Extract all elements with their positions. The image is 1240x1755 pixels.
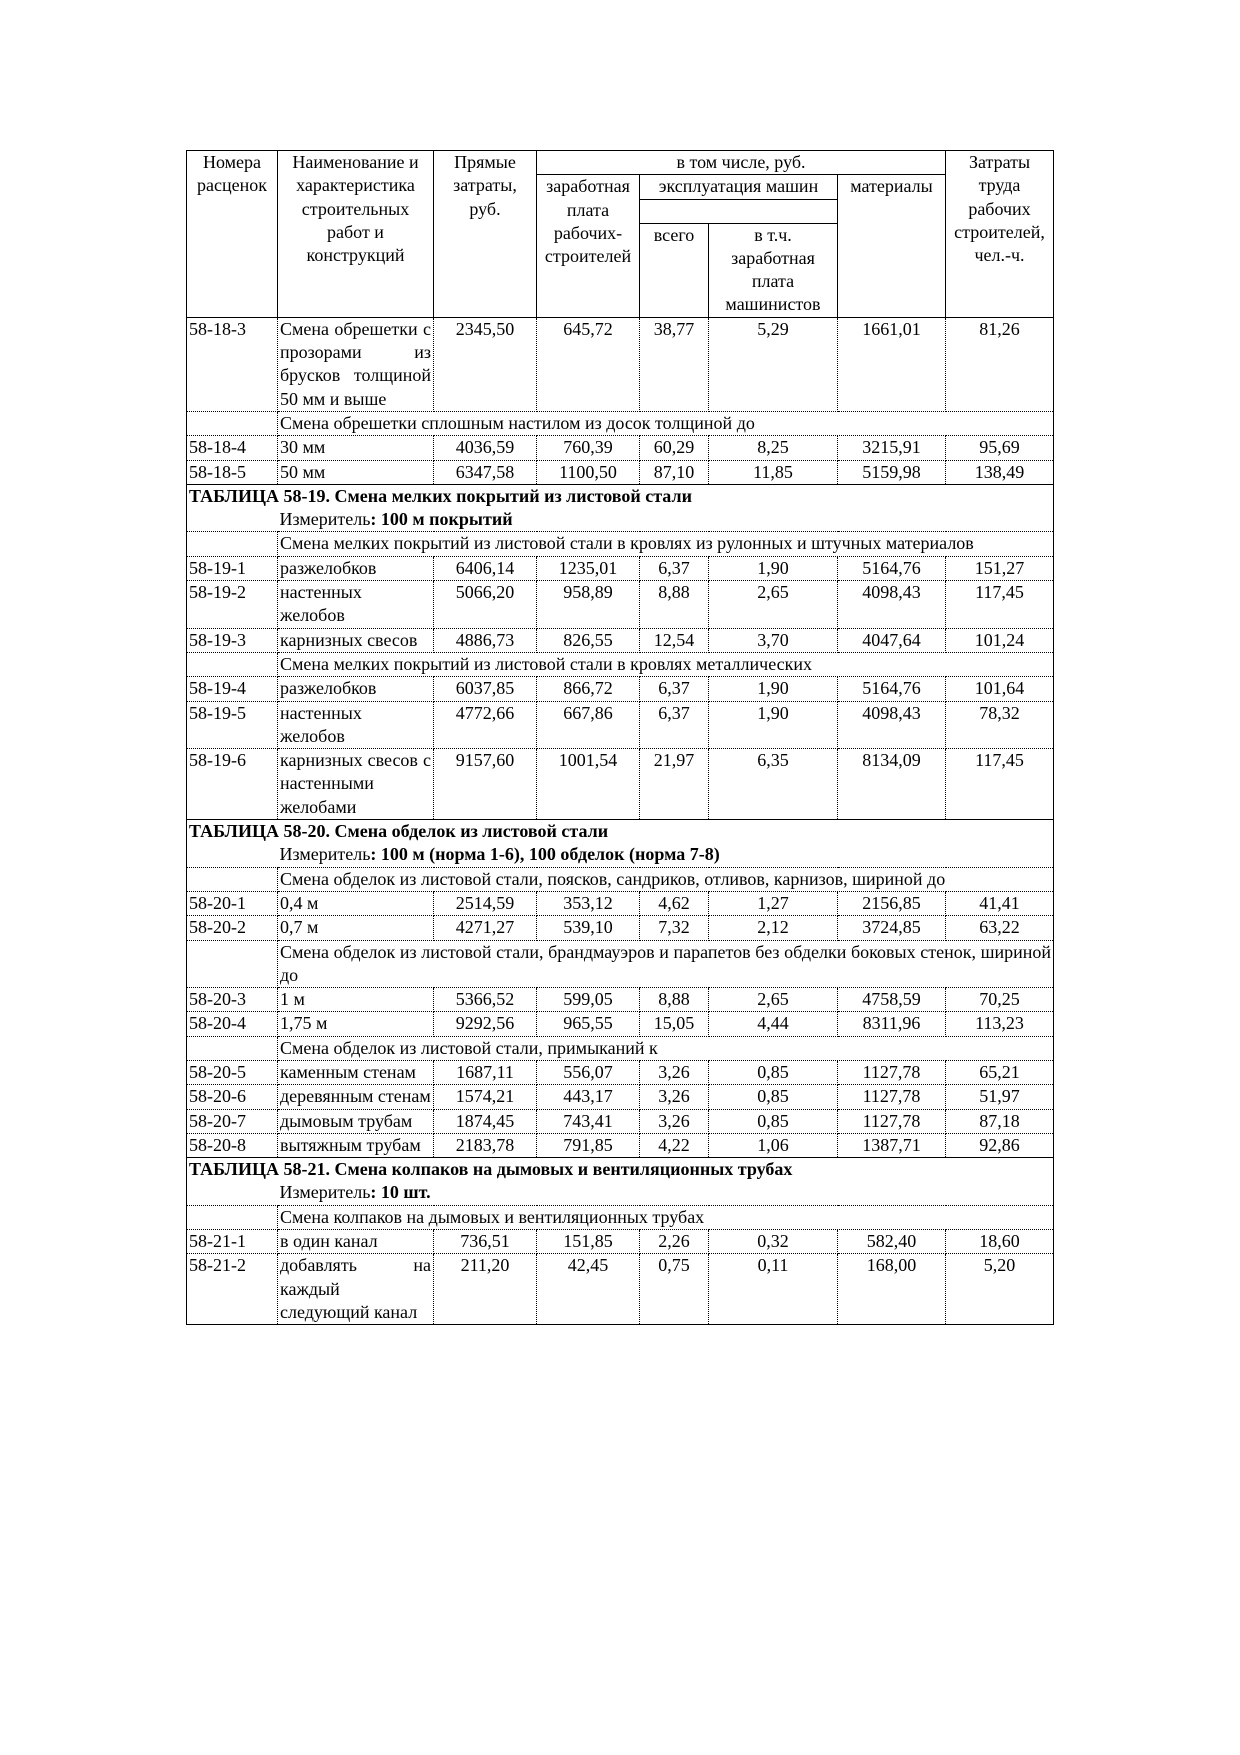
machinist-wages: 11,85: [709, 460, 838, 484]
rate-code: 58-19-4: [187, 677, 278, 701]
table-row: [187, 1085, 1054, 1109]
labor-cost: 78,32: [946, 701, 1054, 749]
unit-row: [187, 1181, 1054, 1205]
work-name: вытяжным трубам: [278, 1133, 434, 1157]
labor-cost: 138,49: [946, 460, 1054, 484]
work-name: разжелобков: [278, 677, 434, 701]
col-header-direct: Прямые затраты, руб.: [434, 151, 537, 318]
direct-cost: 4886,73: [434, 628, 537, 652]
col-header-name: Наименование и характеристика строительных работ и конструкций: [278, 151, 434, 318]
machinist-wages: 6,35: [709, 749, 838, 820]
direct-cost: 2183,78: [434, 1133, 537, 1157]
machinist-wages: 2,65: [709, 581, 838, 629]
labor-cost: 87,18: [946, 1109, 1054, 1133]
table-title: ТАБЛИЦА 58-21. Смена колпаков на дымовых и вентиляционных трубах: [187, 1158, 1054, 1182]
table-body: [187, 317, 1054, 1324]
workers-wages: 743,41: [537, 1109, 640, 1133]
table-row: [187, 460, 1054, 484]
labor-cost: 41,41: [946, 891, 1054, 915]
group-heading: Смена колпаков на дымовых и вентиляционных трубах: [278, 1205, 1054, 1229]
materials-cost: 8134,09: [838, 749, 946, 820]
labor-cost: 101,64: [946, 677, 1054, 701]
table-title: ТАБЛИЦА 58-20. Смена обделок из листовой стали: [187, 820, 1054, 844]
machines-total: 3,26: [640, 1060, 709, 1084]
direct-cost: 2514,59: [434, 891, 537, 915]
work-name: настенных желобов: [278, 701, 434, 749]
group-heading: Смена обрешетки сплошным настилом из досок толщиной до: [278, 411, 1054, 435]
group-heading-row: [187, 652, 1054, 676]
work-name: 1 м: [278, 988, 434, 1012]
workers-wages: 353,12: [537, 891, 640, 915]
workers-wages: 760,39: [537, 436, 640, 460]
machines-total: 0,75: [640, 1254, 709, 1325]
workers-wages: 151,85: [537, 1230, 640, 1254]
materials-cost: 582,40: [838, 1230, 946, 1254]
measurement-unit: [278, 508, 1054, 532]
direct-cost: 4772,66: [434, 701, 537, 749]
rate-code: 58-19-6: [187, 749, 278, 820]
materials-cost: 1661,01: [838, 317, 946, 411]
rate-code: 58-20-3: [187, 988, 278, 1012]
group-heading-row: [187, 1205, 1054, 1229]
direct-cost: 2345,50: [434, 317, 537, 411]
machines-total: 12,54: [640, 628, 709, 652]
machines-total: 6,37: [640, 701, 709, 749]
materials-cost: 3215,91: [838, 436, 946, 460]
labor-cost: 117,45: [946, 581, 1054, 629]
work-name: настенных желобов: [278, 581, 434, 629]
labor-cost: 18,60: [946, 1230, 1054, 1254]
rate-code: 58-18-4: [187, 436, 278, 460]
workers-wages: 866,72: [537, 677, 640, 701]
machines-total: 3,26: [640, 1109, 709, 1133]
machines-total: 15,05: [640, 1012, 709, 1036]
workers-wages: 1100,50: [537, 460, 640, 484]
direct-cost: 4036,59: [434, 436, 537, 460]
machines-total: 4,62: [640, 891, 709, 915]
work-name: 30 мм: [278, 436, 434, 460]
materials-cost: 1127,78: [838, 1109, 946, 1133]
work-name: карнизных свесов: [278, 628, 434, 652]
machines-total: 8,88: [640, 988, 709, 1012]
table-row: [187, 1133, 1054, 1157]
machinist-wages: 1,90: [709, 556, 838, 580]
unit-value: : 100 м (норма 1-6), 100 обделок (норма 7-8): [370, 844, 720, 865]
workers-wages: 667,86: [537, 701, 640, 749]
machinist-wages: 1,90: [709, 701, 838, 749]
group-heading: Смена обделок из листовой стали, примыканий к: [278, 1036, 1054, 1060]
unit-row: [187, 843, 1054, 867]
machines-total: 6,37: [640, 556, 709, 580]
direct-cost: 736,51: [434, 1230, 537, 1254]
group-heading: Смена мелких покрытий из листовой стали в кровлях из рулонных и штучных материалов: [278, 532, 1054, 556]
work-name: добавлять на каждый следующий канал: [278, 1254, 434, 1325]
direct-cost: 9157,60: [434, 749, 537, 820]
workers-wages: 42,45: [537, 1254, 640, 1325]
machinist-wages: 1,27: [709, 891, 838, 915]
rate-code: 58-20-6: [187, 1085, 278, 1109]
col-header-machines: эксплуатация машин: [640, 175, 838, 199]
workers-wages: 965,55: [537, 1012, 640, 1036]
machinist-wages: 2,12: [709, 916, 838, 940]
materials-cost: 1127,78: [838, 1085, 946, 1109]
group-heading-row: [187, 411, 1054, 435]
machines-total: 6,37: [640, 677, 709, 701]
col-header-materials: материалы: [838, 175, 946, 317]
materials-cost: 5164,76: [838, 677, 946, 701]
materials-cost: 8311,96: [838, 1012, 946, 1036]
labor-cost: 51,97: [946, 1085, 1054, 1109]
work-name: Смена обрешетки с прозорами из брусков толщиной 50 мм и выше: [278, 317, 434, 411]
machinist-wages: 4,44: [709, 1012, 838, 1036]
machines-total: 87,10: [640, 460, 709, 484]
direct-cost: 1874,45: [434, 1109, 537, 1133]
machines-total: 38,77: [640, 317, 709, 411]
machines-total: 4,22: [640, 1133, 709, 1157]
table-title-row: [187, 484, 1054, 508]
rate-code: 58-19-2: [187, 581, 278, 629]
labor-cost: 101,24: [946, 628, 1054, 652]
direct-cost: 5066,20: [434, 581, 537, 629]
rate-code: 58-21-1: [187, 1230, 278, 1254]
group-code-empty: [187, 1036, 278, 1060]
unit-label: Измеритель: [279, 844, 371, 865]
materials-cost: 168,00: [838, 1254, 946, 1325]
materials-cost: 4098,43: [838, 581, 946, 629]
group-code-empty: [187, 940, 278, 988]
workers-wages: 1001,54: [537, 749, 640, 820]
table-row: [187, 436, 1054, 460]
group-heading: Смена обделок из листовой стали, брандмауэров и парапетов без обделки боковых стенок, шириной до: [278, 940, 1054, 988]
rate-code: 58-19-3: [187, 628, 278, 652]
table-row: [187, 891, 1054, 915]
workers-wages: 556,07: [537, 1060, 640, 1084]
machinist-wages: 1,90: [709, 677, 838, 701]
materials-cost: 4098,43: [838, 701, 946, 749]
materials-cost: 5159,98: [838, 460, 946, 484]
machinist-wages: 8,25: [709, 436, 838, 460]
work-name: 0,4 м: [278, 891, 434, 915]
work-name: 0,7 м: [278, 916, 434, 940]
machinist-wages: 0,32: [709, 1230, 838, 1254]
col-header-code: Номера расценок: [187, 151, 278, 318]
table-title: ТАБЛИЦА 58-19. Смена мелких покрытий из листовой стали: [187, 484, 1054, 508]
table-header: [187, 151, 1054, 318]
machinist-wages: 0,11: [709, 1254, 838, 1325]
work-name: разжелобков: [278, 556, 434, 580]
workers-wages: 539,10: [537, 916, 640, 940]
direct-cost: 6347,58: [434, 460, 537, 484]
table-row: [187, 628, 1054, 652]
rate-code: 58-20-4: [187, 1012, 278, 1036]
materials-cost: 1387,71: [838, 1133, 946, 1157]
workers-wages: 826,55: [537, 628, 640, 652]
table-row: [187, 988, 1054, 1012]
rate-code: 58-19-1: [187, 556, 278, 580]
materials-cost: 3724,85: [838, 916, 946, 940]
rate-code: 58-20-2: [187, 916, 278, 940]
group-heading-row: [187, 1036, 1054, 1060]
materials-cost: 2156,85: [838, 891, 946, 915]
work-name: деревянным стенам: [278, 1085, 434, 1109]
group-heading: Смена мелких покрытий из листовой стали в кровлях металлических: [278, 652, 1054, 676]
table-row: [187, 1254, 1054, 1325]
group-heading-row: [187, 940, 1054, 988]
col-header-machines-total: всего: [640, 223, 709, 317]
machines-total: 2,26: [640, 1230, 709, 1254]
measurement-unit: [278, 1181, 1054, 1205]
machinist-wages: 0,85: [709, 1085, 838, 1109]
materials-cost: 5164,76: [838, 556, 946, 580]
work-name: 1,75 м: [278, 1012, 434, 1036]
table-row: [187, 581, 1054, 629]
machines-total: 3,26: [640, 1085, 709, 1109]
workers-wages: 645,72: [537, 317, 640, 411]
direct-cost: 6037,85: [434, 677, 537, 701]
workers-wages: 599,05: [537, 988, 640, 1012]
table-row: [187, 556, 1054, 580]
table-row: [187, 1230, 1054, 1254]
labor-cost: 92,86: [946, 1133, 1054, 1157]
unit-code-empty: [187, 1181, 278, 1205]
machines-total: 7,32: [640, 916, 709, 940]
materials-cost: 4047,64: [838, 628, 946, 652]
materials-cost: 1127,78: [838, 1060, 946, 1084]
table-row: [187, 701, 1054, 749]
table-title-row: [187, 820, 1054, 844]
work-name: дымовым трубам: [278, 1109, 434, 1133]
workers-wages: 443,17: [537, 1085, 640, 1109]
work-name: карнизных свесов с настенными желобами: [278, 749, 434, 820]
unit-code-empty: [187, 508, 278, 532]
table-title-row: [187, 1158, 1054, 1182]
rate-code: 58-20-1: [187, 891, 278, 915]
work-name: 50 мм: [278, 460, 434, 484]
machines-total: 60,29: [640, 436, 709, 460]
rate-code: 58-18-5: [187, 460, 278, 484]
table-row: [187, 1109, 1054, 1133]
table-row: [187, 677, 1054, 701]
group-code-empty: [187, 867, 278, 891]
unit-value: : 100 м покрытий: [370, 509, 513, 530]
machinist-wages: 0,85: [709, 1060, 838, 1084]
work-name: каменным стенам: [278, 1060, 434, 1084]
labor-cost: 95,69: [946, 436, 1054, 460]
direct-cost: 6406,14: [434, 556, 537, 580]
group-code-empty: [187, 532, 278, 556]
labor-cost: 113,23: [946, 1012, 1054, 1036]
workers-wages: 1235,01: [537, 556, 640, 580]
unit-code-empty: [187, 843, 278, 867]
unit-label: Измеритель: [279, 1182, 371, 1203]
labor-cost: 117,45: [946, 749, 1054, 820]
group-code-empty: [187, 1205, 278, 1229]
labor-cost: 81,26: [946, 317, 1054, 411]
rates-table: [186, 150, 1054, 1325]
table-row: [187, 1012, 1054, 1036]
unit-row: [187, 508, 1054, 532]
unit-value: : 10 шт.: [370, 1182, 431, 1203]
workers-wages: 958,89: [537, 581, 640, 629]
col-header-including: в том числе, руб.: [537, 151, 946, 175]
rate-code: 58-18-3: [187, 317, 278, 411]
group-heading: Смена обделок из листовой стали, поясков, сандриков, отливов, карнизов, шириной до: [278, 867, 1054, 891]
direct-cost: 9292,56: [434, 1012, 537, 1036]
col-header-machinist-wages: в т.ч. заработная плата машинистов: [709, 223, 838, 317]
table-row: [187, 317, 1054, 411]
rate-code: 58-20-8: [187, 1133, 278, 1157]
machinist-wages: 1,06: [709, 1133, 838, 1157]
direct-cost: 4271,27: [434, 916, 537, 940]
materials-cost: 4758,59: [838, 988, 946, 1012]
group-heading-row: [187, 867, 1054, 891]
machinist-wages: 2,65: [709, 988, 838, 1012]
table-row: [187, 1060, 1054, 1084]
group-heading-row: [187, 532, 1054, 556]
labor-cost: 65,21: [946, 1060, 1054, 1084]
unit-label: Измеритель: [279, 509, 371, 530]
labor-cost: 70,25: [946, 988, 1054, 1012]
direct-cost: 1687,11: [434, 1060, 537, 1084]
work-name: в один канал: [278, 1230, 434, 1254]
rate-code: 58-20-5: [187, 1060, 278, 1084]
machinist-wages: 3,70: [709, 628, 838, 652]
labor-cost: 151,27: [946, 556, 1054, 580]
machines-total: 8,88: [640, 581, 709, 629]
direct-cost: 5366,52: [434, 988, 537, 1012]
direct-cost: 1574,21: [434, 1085, 537, 1109]
machines-total: 21,97: [640, 749, 709, 820]
labor-cost: 63,22: [946, 916, 1054, 940]
workers-wages: 791,85: [537, 1133, 640, 1157]
table-row: [187, 916, 1054, 940]
machinist-wages: 0,85: [709, 1109, 838, 1133]
group-code-empty: [187, 411, 278, 435]
group-code-empty: [187, 652, 278, 676]
rate-code: 58-21-2: [187, 1254, 278, 1325]
col-header-labor: Затраты труда рабочих строителей, чел.-ч.: [946, 151, 1054, 318]
rate-code: 58-19-5: [187, 701, 278, 749]
table-row: [187, 749, 1054, 820]
machinist-wages: 5,29: [709, 317, 838, 411]
rate-code: 58-20-7: [187, 1109, 278, 1133]
measurement-unit: [278, 843, 1054, 867]
col-header-wages: заработная плата рабочих-строителей: [537, 175, 640, 317]
labor-cost: 5,20: [946, 1254, 1054, 1325]
direct-cost: 211,20: [434, 1254, 537, 1325]
